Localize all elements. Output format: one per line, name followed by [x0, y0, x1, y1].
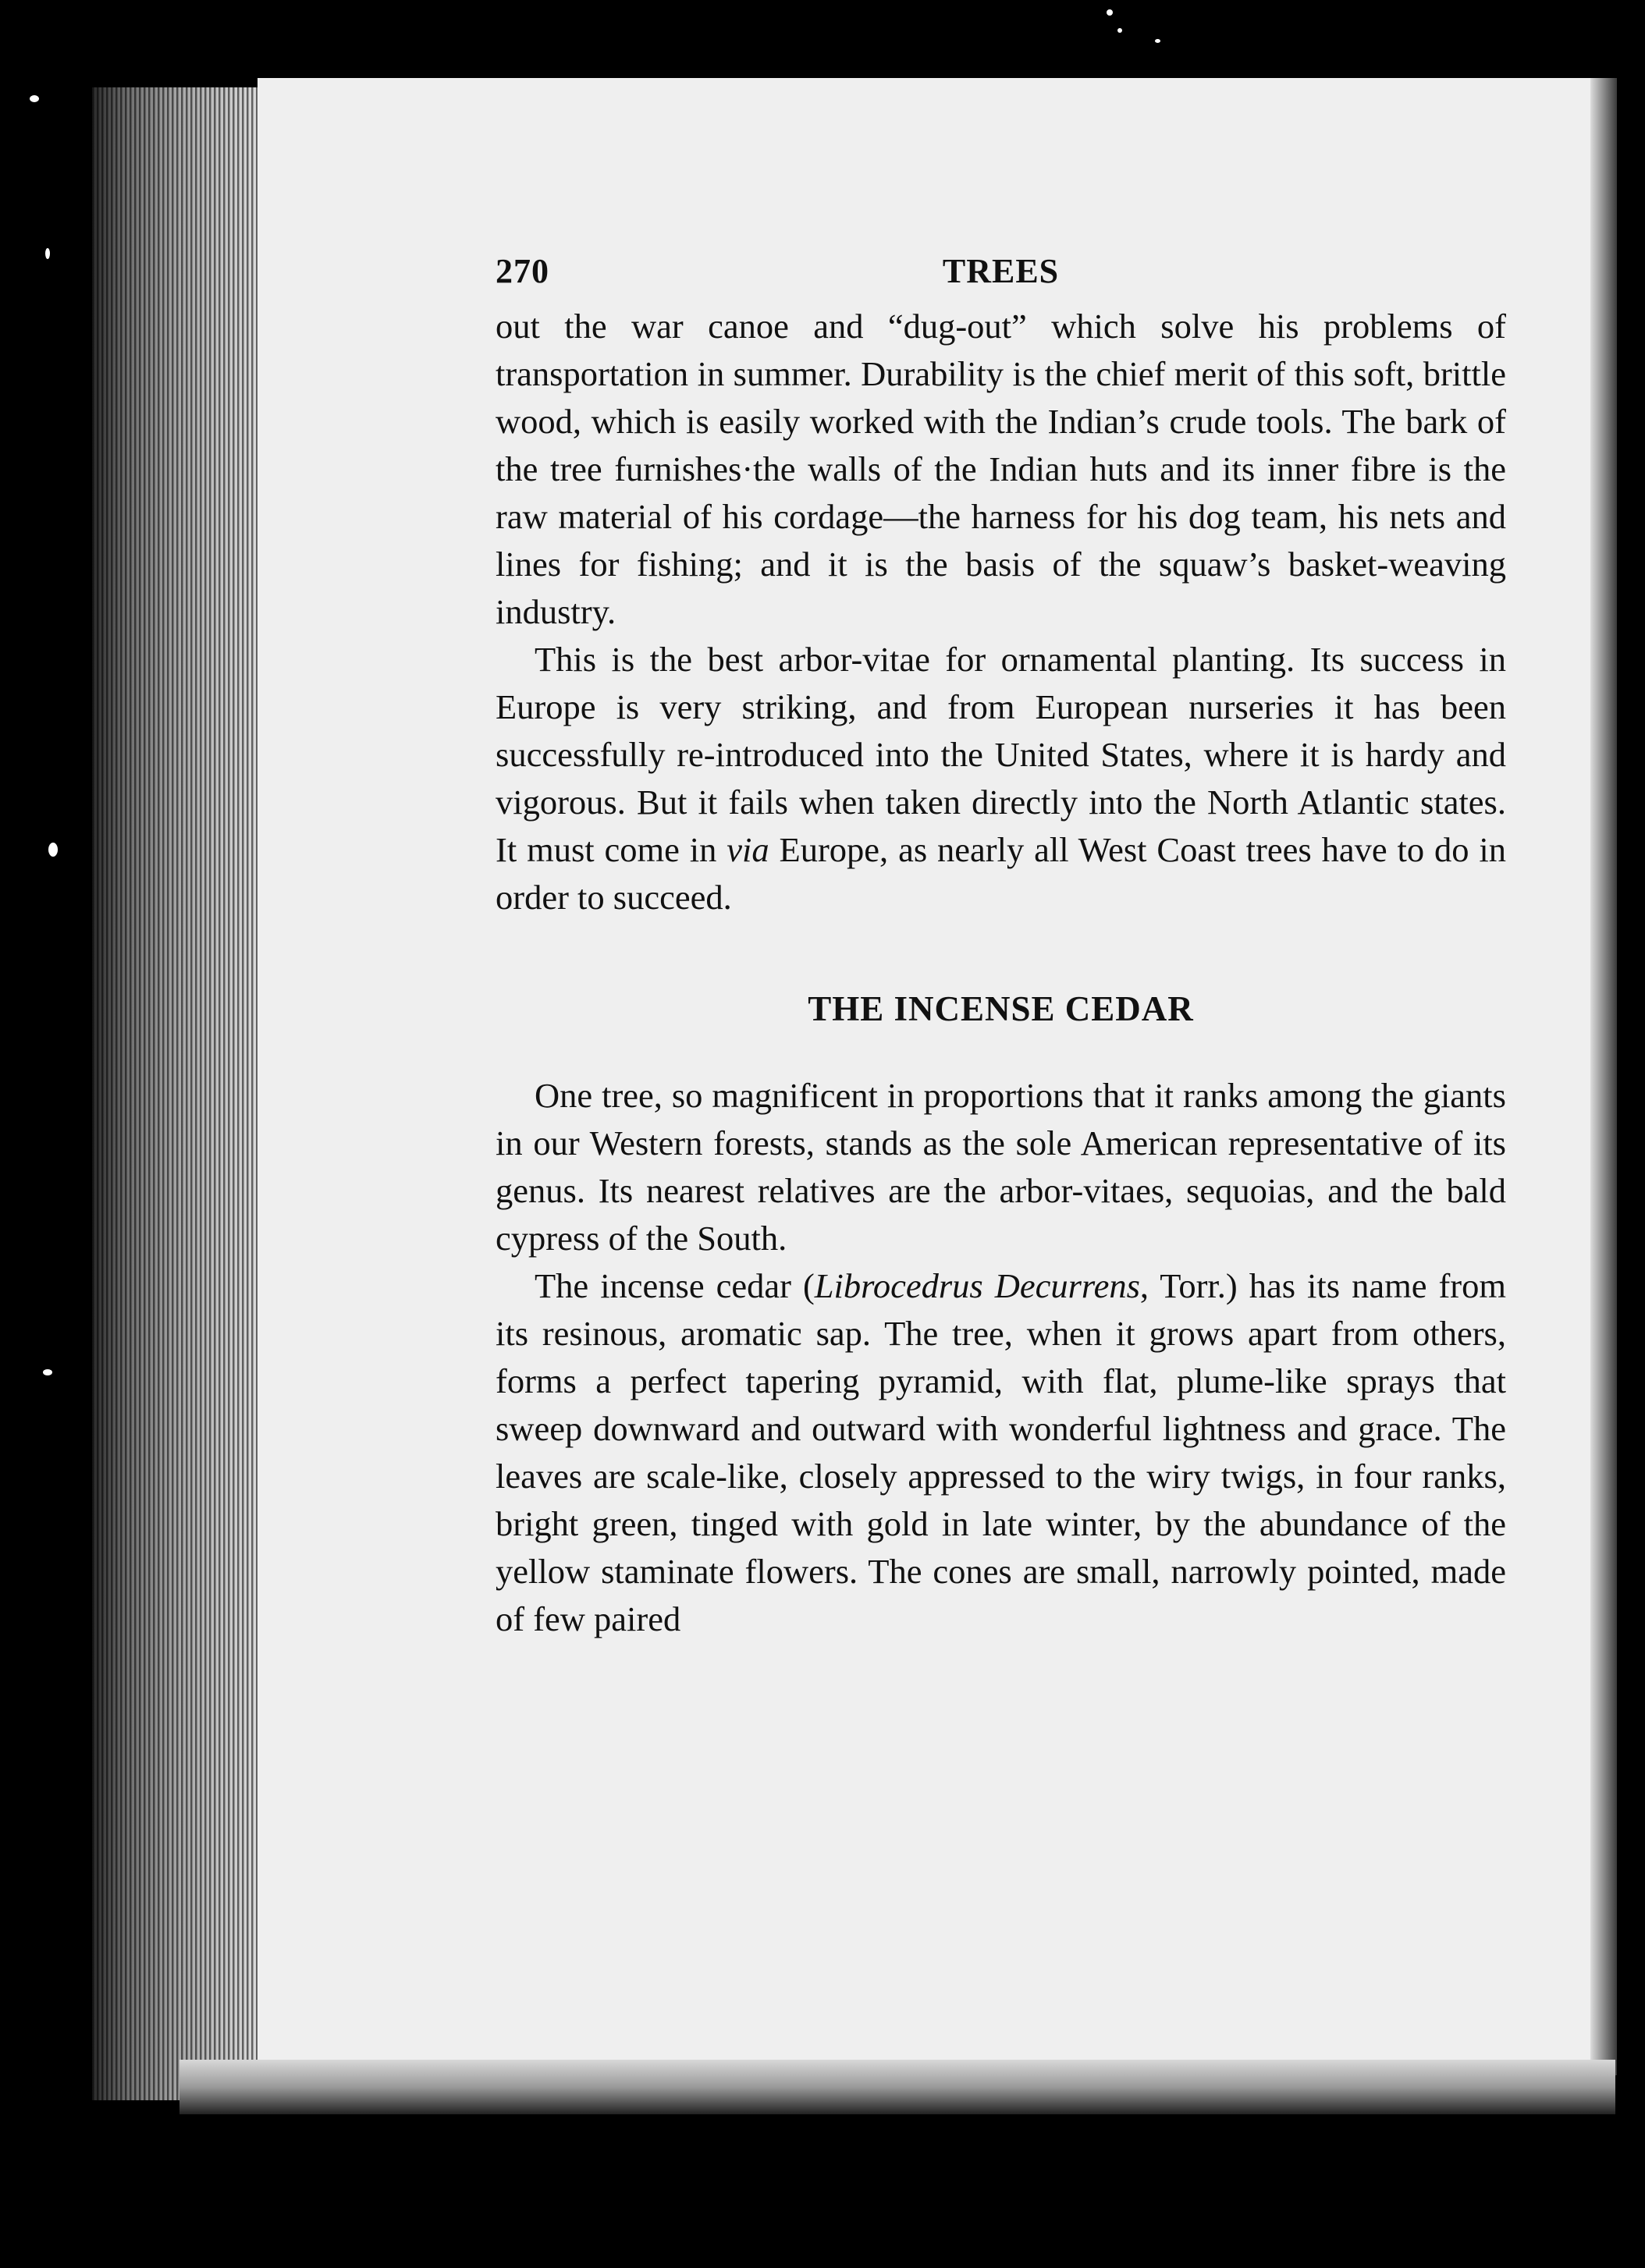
dust-speck	[45, 248, 50, 259]
running-title: TREES	[942, 252, 1060, 290]
paragraph-giants: One tree, so magnificent in proportions that it ranks among the giants in our Western forests, stands as the sole American representative of its genus. Its nearest relatives are the arbor-vitaes, sequoias, and the bald cypress of the South.	[496, 1076, 1506, 1258]
paragraph-continued: out the war canoe and “dug-out” which solve his problems of transportation in summer. Durability is the chief merit of this soft, brittle wood, which is easily worked with the Indian’s crude tools. The bark of the tree furnishes·the walls of the Indian huts and its inner fibre is the raw material of his cordage—the harness for his dog team, his nets and lines for fishing; and it is the basis of the squaw’s basket-weaving industry.	[496, 307, 1506, 631]
paragraph-text: , Torr.) has its name from its resinous, aromatic sap. The tree, when it grows apart from others, forms a perfect tapering pyramid, with flat, plume-like sprays that sweep downward and outward with wonderful lightness and grace. The leaves are scale-like, closely appressed to the wiry twigs, in four ranks, bright green, tinged with gold in late winter, by the abundance of the yellow staminate flowers. The cones are small, narrowly pointed, made of few paired	[496, 1266, 1506, 1638]
paragraph-ornamental-planting	[496, 636, 1506, 921]
paragraph-incense-cedar	[496, 1262, 1506, 1643]
dust-speck	[43, 1369, 52, 1375]
dust-speck	[1117, 28, 1122, 33]
dust-speck	[1155, 39, 1160, 43]
page-text	[496, 242, 1506, 1643]
paragraph-text: The incense cedar (	[535, 1266, 815, 1305]
dust-speck	[1107, 9, 1113, 16]
paragraph-text: Europe, as nearly all West Coast trees have to do in order to succeed.	[496, 830, 1506, 917]
page-edge-shadow	[1590, 78, 1617, 2075]
section-heading: THE INCENSE CEDAR	[808, 989, 1194, 1028]
paragraph-text: This is the best arbor-vitae for ornamental planting. Its success in Europe is very striking, and from European nurseries it has been successfully re-introduced into the United States, where it is hardy and vigorous. But it fails when taken directly into the North Atlantic states. It must come in	[496, 640, 1506, 869]
italic-botanical-name: Librocedrus Decurrens	[814, 1266, 1140, 1305]
italic-term: via	[727, 830, 769, 869]
dust-speck	[30, 95, 39, 102]
page-bottom-edge	[179, 2060, 1615, 2114]
dust-speck	[48, 843, 58, 857]
page-number: 270	[496, 252, 549, 290]
running-head	[496, 242, 1506, 303]
